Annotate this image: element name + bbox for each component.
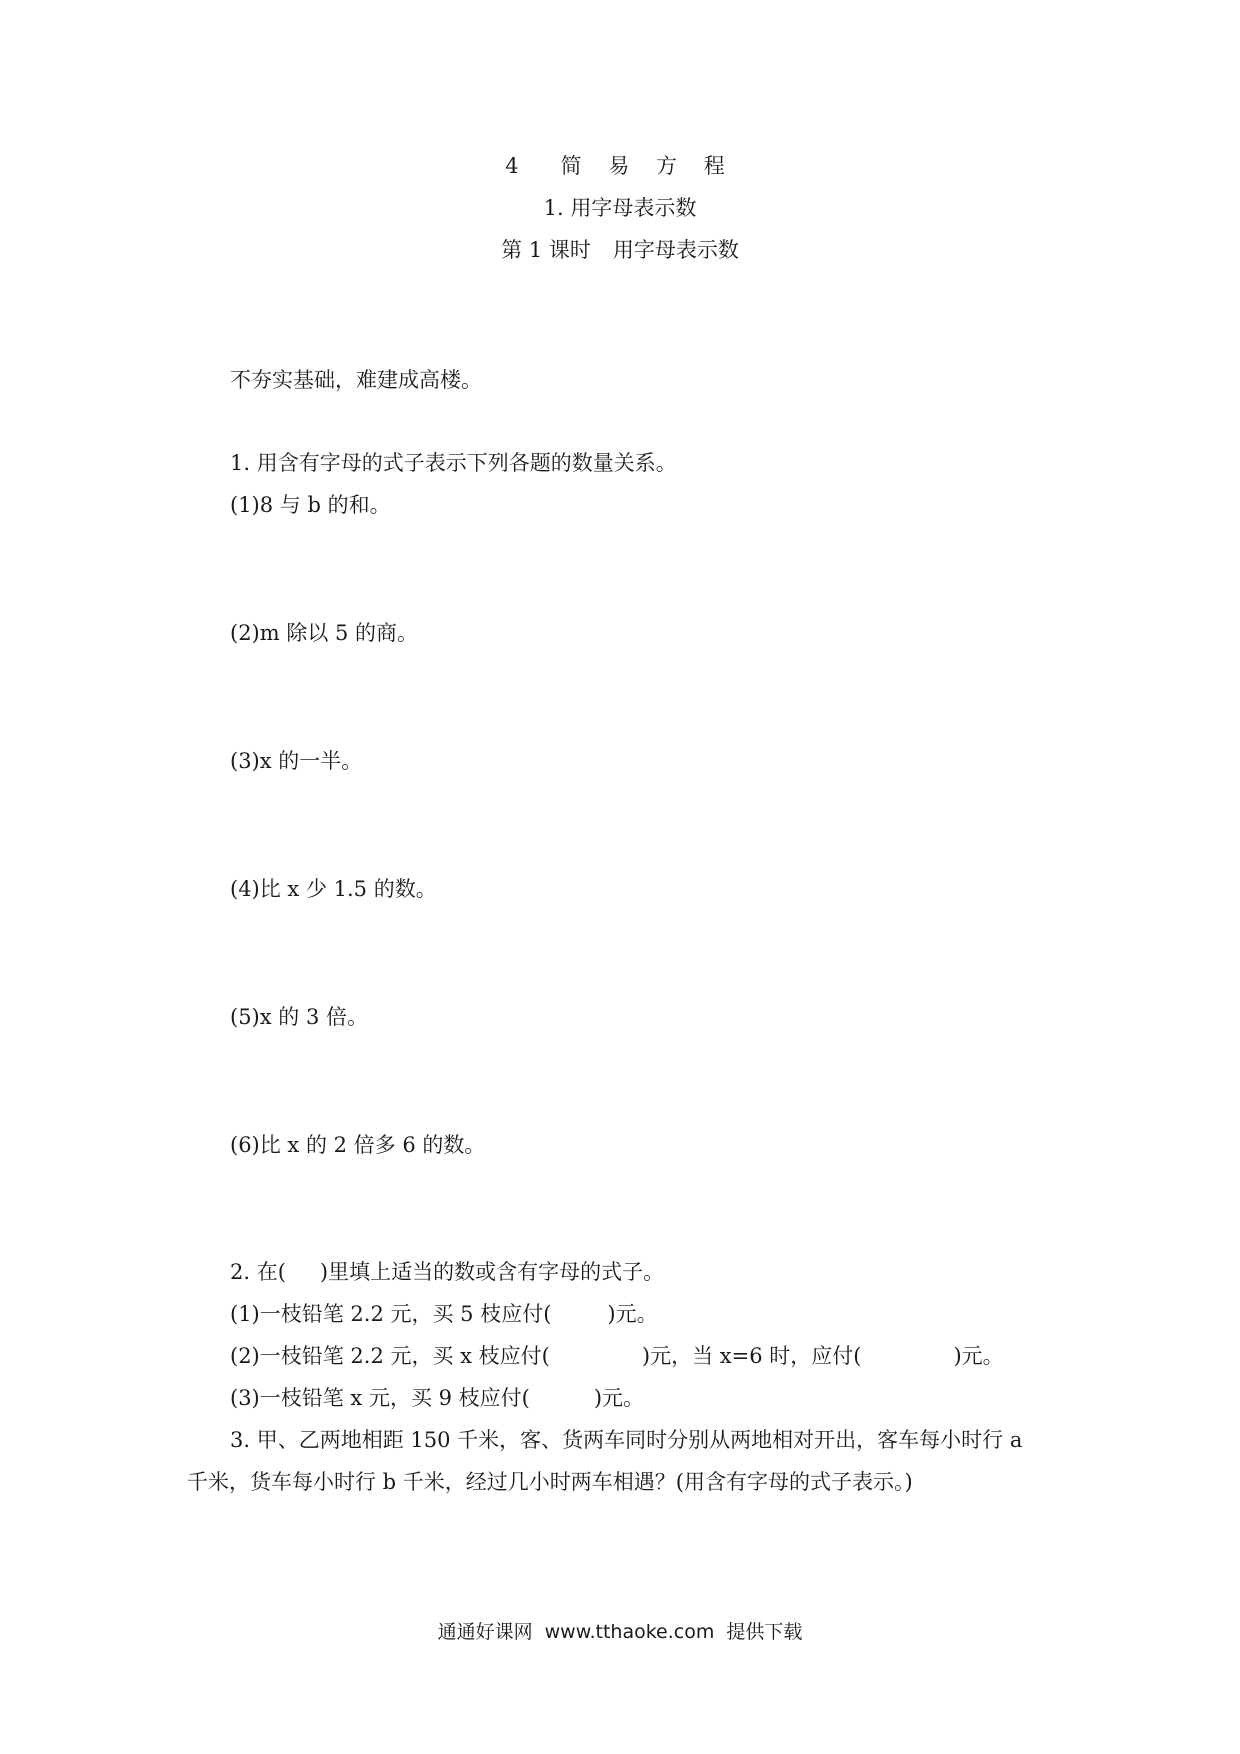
question-2-stem-start: 2. 在( xyxy=(230,1260,286,1284)
question-2-item-2-unit: )元。 xyxy=(953,1344,1004,1368)
question-1-item-6: (6)比 x 的 2 倍多 6 的数。 xyxy=(230,1133,486,1157)
question-1-stem: 1. 用含有字母的式子表示下列各题的数量关系。 xyxy=(230,451,677,475)
lesson-heading xyxy=(0,236,1240,264)
footer-note: 提供下载 xyxy=(726,1621,803,1643)
question-2-item-2-middle: )元，当 x=6 时，应付( xyxy=(641,1344,862,1368)
question-1-item-3: (3)x 的一半。 xyxy=(230,749,363,773)
question-2-item-3-unit: )元。 xyxy=(593,1386,645,1410)
question-2-item-3 xyxy=(230,1384,644,1412)
question-2-stem-end: )里填上适当的数或含有字母的式子。 xyxy=(319,1260,665,1284)
question-3-line-2: 千米，货车每小时行 b 千米，经过几小时两车相遇？(用含有字母的式子表示。) xyxy=(187,1470,913,1494)
question-2-item-1-text: (1)一枝铅笔 2.2 元，买 5 枝应付( xyxy=(230,1302,552,1326)
footer-url[interactable]: www.tthaoke.com xyxy=(544,1621,715,1643)
footer-site-name: 通通好课网 xyxy=(437,1621,533,1643)
chapter-heading xyxy=(0,152,1240,180)
question-1-item-2: (2)m 除以 5 的商。 xyxy=(230,621,419,645)
footer xyxy=(0,1618,1240,1646)
lesson-number: 第 1 课时 xyxy=(501,238,591,262)
lesson-title: 用字母表示数 xyxy=(612,238,739,262)
question-1-item-1: (1)8 与 b 的和。 xyxy=(230,493,391,517)
chapter-number: 4 xyxy=(505,154,521,178)
question-2-item-1 xyxy=(230,1300,658,1328)
question-2-stem xyxy=(230,1258,664,1286)
question-2-item-3-text: (3)一枝铅笔 x 元，买 9 枝应付( xyxy=(230,1386,530,1410)
question-3-line-1: 3. 甲、乙两地相距 150 千米，客、货两车同时分别从两地相对开出，客车每小时行 a xyxy=(230,1428,1023,1452)
question-2-item-2-text: (2)一枝铅笔 2.2 元，买 x 枝应付( xyxy=(230,1344,550,1368)
motto: 不夯实基础，难建成高楼。 xyxy=(230,368,482,392)
question-1-item-4: (4)比 x 少 1.5 的数。 xyxy=(230,877,437,901)
chapter-title: 简 易 方 程 xyxy=(560,154,735,178)
question-2-item-1-unit: )元。 xyxy=(607,1302,658,1326)
question-1-item-5: (5)x 的 3 倍。 xyxy=(230,1005,368,1029)
question-2-item-2 xyxy=(230,1342,1004,1370)
section-title: 1. 用字母表示数 xyxy=(543,196,697,220)
